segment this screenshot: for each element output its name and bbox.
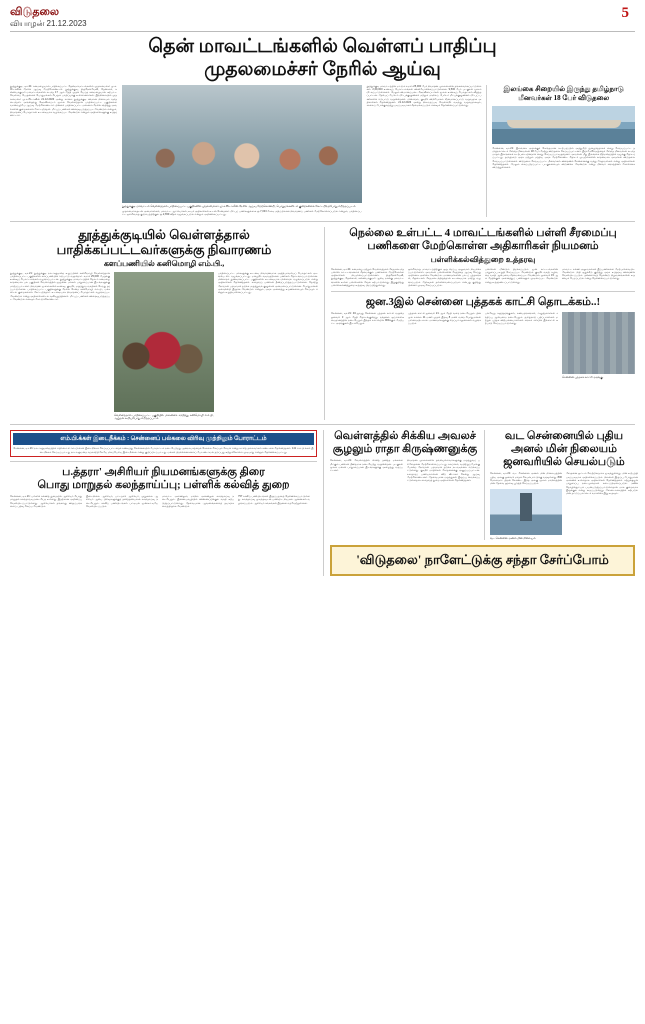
tuticorin-subhead: களப்பணியில் கனிமொழி எம்.பி., <box>103 258 225 268</box>
story-tuticorin-relief <box>10 227 318 421</box>
flood-column-2-text: நிவாரண முகாம்களில் தங்கியுள்ளவர்களுக்கு மருத்துவப் பரிசோதனை மேற்கொள்ளப்பட்டது. காய்ச்சல், வயிற்றுப்போக்கு போன்ற நோய்கள் பரவாமல் தடுக்க நடவடிக்கை எடுக்கப்பட்டுள்ளது. குடிநீர் மாதிரிகள் சோதனைக்கு அனுப்பப்பட்டன. சுகாதாரப் பணியாளர்கள் வீடு வீடாகச் சென்று ஆய்வு மேற்கொண்டனர். தேவையான மருந்துகள் இருப்பு வைக்கப்பட்டுள்ளதாக சுகாதாரத் துறை அதிகாரிகள் தெரிவித்தனர். <box>407 459 480 483</box>
lead-photo-cm-visit <box>122 85 362 203</box>
flood-columns <box>330 459 480 482</box>
tuticorin-columns <box>10 272 318 421</box>
divider-3 <box>10 424 635 425</box>
flood-headline-line1: வெள்ளத்தில் சிக்கிய அவலச் <box>334 430 476 443</box>
right-lower-columns <box>330 430 638 540</box>
teachers-column-4-text: 757 காலிப் பணியிடங்கள் இருப்பதாகத் தெரிவிக்கப்பட்டுள்ளது. கலந்தாய்வு முடிந்தவுடன் பணியிட நியமன ஆணைகள் வழங்கப்படும். ஆசிரியர் சங்கங்கள் இதனை வரவேற்றுள்ளன. <box>238 495 310 505</box>
schools-column-2 <box>408 268 481 288</box>
lead-columns <box>10 85 635 217</box>
bookfair-column-2-text: புத்தகக் காட்சி ஜனவரி 21 ஆம் தேதி வரை நடைபெறும். தினமும் காலை 11 மணி முதல் இரவு 8 மணி வரை பொதுமக்கள் பார்வையிடலாம். மாணவர்களுக்கு சிறப்புச் சலுகைகள் வழங்கப்படும். <box>408 312 481 326</box>
lead-column-3 <box>367 85 482 217</box>
bookfair-photo-wrap <box>562 312 635 379</box>
tuticorin-column-1 <box>10 272 110 421</box>
left-lower-band <box>10 430 317 576</box>
box-mp-suspension <box>10 430 317 457</box>
lead-photo-caption: தூத்துக்குடி மாவட்டம் வெள்ளத்தால் பாதிக்கப்பட்ட பகுதிகளில் முதலமைச்சர் மு.க.ஸ்டாலின் நேரில் ஆய்வு மேற்கொண்டு, பொதுமக்களிடம் குறைகளைக் கேட்டறிந்தபோது எடுத்தப்படம். <box>121 203 356 208</box>
sidebar-text: சென்னை, டிச.21: இலங்கை அரசுக்குச் சொந்தமான கடற்பரப்பில் அத்துமீறி நுழைந்ததாகக் கைது செய்யப்பட்ட தமிழ்நாட்டைச் சேர்ந்த மீனவர்கள் 18 பேர் நேற்று விடுதலை செய்யப்பட்டனர். இராமேஸ்வரத்தைச் சேர்ந்த மீனவர்கள் கடந்த மாதம் இலங்கைக் கடற்படையினரால் கைது செய்யப்பட்டிருந்தனர். அவர்கள் மீது இலங்கை நீதிமன்றத்தில் வழக்கு தொடரப்பட்டது. தமிழ்நாடு அரசு மற்றும் மத்திய அரசு மேற்கொண்ட தொடர் முயற்சிகளின் காரணமாக அவர்கள் விடுதலை செய்யப்பட்டுள்ளனர். விடுதலை செய்யப்பட்ட மீனவர்கள் விரைவில் சென்னைக்கு வந்து சேருவார்கள் என்று அதிகாரிகள் தெரிவித்தனர். மேலும் கைப்பற்றப்பட்ட படகுகளையும் விடுவிக்க வேண்டும் என்று மீனவர் சங்கத்தினர் கோரிக்கை விடுத்துள்ளனர். <box>492 146 635 170</box>
tuticorin-column-1-text: தூத்துக்குடி, டிச.21: தூத்துக்குடி நாடாளுமன்ற உறுப்பினர் கனிமொழி வெள்ளத்தால் பாதிக்கப்பட்ட பகுதிகளில் களப்பணியில் ஈடுபட்டு வருகிறார். சுமார் 25,000 பேருக்கு உணவுப் பொட்டலங்கள் வழங்கப்பட்டன. தூத்துக்குடி மாவட்டத்தில் தொடர் கனமழை காரணமாக பல பகுதிகள் வெள்ளத்தில் மூழ்கின. மக்கள் பாதுகாப்பான இடங்களுக்கு மாற்றப்பட்டனர். நிவாரண முகாம்களில் உணவு, குடிநீர், மருத்துவ வசதிகள் செய்து தரப்பட்டுள்ளன. பாதிக்கப்பட்ட பகுதிகளுக்கு நேரில் சென்ற கனிமொழி எம்.பி., மக்களிடம் குறைகளைக் கேட்டறிந்தார். உடனடியாக நிவாரணப் பொருட்கள் வழங்கப்பட வேண்டும் என்று அதிகாரிகளிடம் வலியுறுத்தினார். மீட்புப் பணிகள் விரைவுபடுத்தப்பட வேண்டும் எனவும் கேட்டுக்கொண்டார். <box>10 271 110 301</box>
teachers-column-3-text: மாவட்ட அளவிலும், மாநில அளவிலும் கலந்தாய்வு நடைபெறும். இணையவழியில் விண்ணப்பிக்கும் வசதி ஏற்படுத்தப்பட்டுள்ளது. தேவையான ஆவணங்களைத் தயாராக வைத்திருக்க வேண்டும். <box>162 495 234 508</box>
second-band <box>10 227 635 421</box>
schools-column-1-text: சென்னை, டிச.21: கனமழை மற்றும் வெள்ளத்தால் சேதமடைந்த பள்ளிக் கட்டடங்களைச் சீரமைக்கும் பணிகளை மேற்கொள்ள அதிகாரிகள் நியமிக்கப்பட்டுள்ளனர். திருநெல்வேலி, தூத்துக்குடி, தென்காசி, கன்னியாகுமரி ஆகிய நான்கு மாவட்டங்களில் உள்ள பள்ளிகளில் சேதம் ஏற்பட்டுள்ளது. இதுகுறித்து பள்ளிக்கல்வித்துறை உத்தரவு பிறப்பித்துள்ளது. <box>331 267 404 288</box>
power-column-2 <box>566 472 638 540</box>
bookfair-column-3 <box>485 312 558 379</box>
schools-column-3 <box>485 268 558 288</box>
box-blue-bar: எம்.பி.க்கள் இடைநீக்கம் : சென்னைப் பல்கலை விரிவு முற்றிலும் போராட்டம் <box>13 433 314 445</box>
divider-4 <box>10 461 317 462</box>
masthead-left <box>10 6 87 29</box>
bookfair-headline: ஜன.3இல் சென்னை புத்தகக் காட்சி தொடக்கம்..! <box>365 296 601 309</box>
bookfair-photo-caption: சென்னை புத்தகக் காட்சி அரங்கு. <box>562 375 604 380</box>
teachers-column-3 <box>162 495 234 508</box>
third-band <box>10 430 638 576</box>
lead-headline-line2: முதலமைச்சர் நேரில் ஆய்வு <box>204 58 441 80</box>
schools-headline-line2: பணிகளை மேற்கொள்ள அதிகாரிகள் நியமனம் <box>367 239 599 252</box>
lead-column-1-text: தூத்துக்குடி, டிச.21: கனமழையால் பாதிக்கப்பட்ட தென்மாவட்டங்களில் முதலமைச்சர் மு.க.ஸ்டாலின் நேரில் ஆய்வு மேற்கொண்டார். தூத்துக்குடி, திருநெல்வேலி, தென்காசி, கன்னியாகுமரி மாவட்டங்களில் கடந்த 17 ஆம் தேதி முதல் பெய்த கனமழையால் ஏற்பட்ட வெள்ளப் பெருக்கால் பொதுமக்கள் பெரும் பாதிப்புக்கு உள்ளானார்கள். இந்நிலையில் முதலமைச்சர் மு.க.ஸ்டாலின் 21.12.2023 அன்று காலை தூத்துக்குடி விமான நிலையம் வந்தடைந்தார். அங்கிருந்து ஹெலிகாப்டர் மூலம் வெள்ளத்தால் பாதிக்கப்பட்ட பகுதிகளை வான்வழியே ஆய்வு மேற்கொண்டார். பின்னர் பாதிக்கப்பட்ட மக்களை நேரில் சந்தித்து அவர்களின் குறைகளைக் கேட்டறிந்தார். மீட்புப் பணிகள் விரைவுபடுத்தப்பட வேண்டும் என்றும், நிவாரணப் பொருட்கள் உடனடியாக வழங்கப்பட வேண்டும் என்றும் அதிகாரிகளுக்கு உத்தரவிட்டார். <box>10 84 117 118</box>
schools-headline-line1: நெல்லை உள்பட்ட 4 மாவட்டங்களில் பள்ளி சீரமைப்பு <box>349 226 617 239</box>
schools-column-4-text: மாவட்ட கல்வி அலுவலர்கள் இப்பணிகளை மேற்பார்வையிட வேண்டும். நிதி ஒதுக்கீடு குறித்து அரசு உத்தரவு விரைவில் வெளியிடப்படும். தன்னார்வத் தொண்டு நிறுவனங்களின் உதவியும் பெறப்படும் என்று தெரிவிக்கப்பட்டுள்ளது. <box>562 267 635 281</box>
schools-subhead: பள்ளிக்கல்வித்துறை உத்தரவு <box>430 254 536 264</box>
tuticorin-column-3-text: பாதிக்கப்பட்ட மக்களுக்கு உடனடி நிவாரணமாக அத்தியாவசியப் பொருட்கள் அடங்கிய கிட் வழங்கப்பட்டது. மழைநீர் வடிவதற்கான பணிகள் தொடங்கப்பட்டுள்ளன. மின்சாரம் துண்டிக்கப்பட்ட பகுதிகளில் உடனடியாக மின்சாரம் வழங்கப்படும் என்று அதிகாரிகள் தெரிவித்தனர். சுகாதாரப் பணிகள் தீவிரப்படுத்தப்பட்டுள்ளன. தொற்று நோய்கள் பரவாமல் தடுக்க மருத்துவக் குழுக்கள் அமைக்கப்பட்டுள்ளன. பொதுமக்கள் அச்சமின்றி இருக்க வேண்டும் என்றும், அரசு அனைத்து உதவிகளையும் செய்யும் என்றும் உறுதியளிக்கப்பட்டது. <box>218 271 318 295</box>
schools-column-2-text: ஒவ்வொரு மாவட்டத்திற்கும் ஒரு சிறப்பு அலுவலர் நியமிக்கப்பட்டுள்ளார். அவர்கள் பள்ளிகளின் சேதத்தை ஆய்வு செய்து அறிக்கை அளிக்க வேண்டும். மாணவர்களின் பாடப் புத்தகங்கள், சீருடைகள் சேதமடைந்திருந்தால் உடனடியாக மாற்று வழங்கப்படும். தேர்வுகள் தள்ளிவைக்கப்படுமா என்பது குறித்து பின்னர் முடிவு செய்யப்படும். <box>408 267 481 288</box>
power-headline-line2: ஜனவரியில் செயல்படும் <box>503 456 625 469</box>
lead-column-1 <box>10 85 117 217</box>
teachers-headline-line2: பொது மாறுதல் கலந்தாய்ப்பு; பள்ளிக் கல்வித் துறை <box>37 479 290 491</box>
flood-column-1-text: சென்னை, டிச.21: வெள்ளத்தில் சிக்கித் தவித்த மக்களை மீட்கும் பணிகள் தீவிரமாக நடைபெற்று வருகின்றன. படகுகள் மூலம் மக்கள் பாதுகாப்பான இடங்களுக்கு அழைத்து வரப்பட்டனர். <box>330 459 403 473</box>
schools-columns <box>331 268 635 288</box>
power-column-1 <box>490 472 562 540</box>
lead-story <box>10 36 635 217</box>
lead-column-2 <box>122 85 362 217</box>
masthead <box>10 6 635 32</box>
story-school-repair <box>331 227 635 288</box>
schools-column-3-text: பள்ளிகள் மீண்டும் திறக்கப்படும் முன் கட்டடங்களின் பாதுகாப்பு உறுதி செய்யப்பட வேண்டும். குடிநீர் வசதி, கழிவறை வசதி ஆகியவை சீரமைக்கப்பட வேண்டும். ஜனவரி 15 ஆம் தேதிக்குள் அனைத்துப் பணிகளும் முடிக்கப்பட வேண்டும் என்று உத்தரவிடப்பட்டுள்ளது. <box>485 267 558 284</box>
lead-column-3-text: தூத்துக்குடி மாவட்டத்தில் மட்டும் சுமார் 25,000 பேர் நிவாரண முகாம்களில் தங்கவைக்கப்பட்டுள்ளனர். 2,69,000 உணவுப் பொட்டலங்கள் வினியோகிக்கப்பட்டுள்ளன. 9,500 பேர் படகுகள் மூலம் மீட்கப்பட்டுள்ளனர். மேலும் விமானப்படை ஹெலிகாப்டர்கள் மூலம் உணவுப் பொருட்கள் வீழ்த்தப்பட்டன. தேசியப் பேரிடர் மீட்புக்குழுவினர் மற்றும் மாநிலப் பேரிடர் மீட்புக்குழுவினர் மீட்புப் பணிகளில் ஈடுபட்டு வருகின்றனர். மின்சாரம், குடிநீர் விநியோகம் சீரமைக்கப்பட்டு வருவதாக அதிகாரிகள் தெரிவித்தனர். 21.12.2023 அன்று நிலவரப்படி வெள்ளநீர் வடிந்து வருவதாகவும், சாலைப் போக்குவரத்து படிப்படியாகச் சீரமைக்கப்படும் எனவும் தெரிவிக்கப்பட்டுள்ளது. <box>366 84 482 108</box>
subscription-banner[interactable]: 'விடுதலை' நாளேட்டுக்கு சந்தா சேர்ப்போம் <box>330 545 635 576</box>
bookfair-column-2 <box>408 312 481 379</box>
teachers-headline-line1: ப.த்தரா' அசிரியர் நியமனங்களுக்கு திரை <box>62 466 265 478</box>
tuticorin-photo-kanimozhi <box>114 272 214 412</box>
story-book-fair <box>331 296 635 379</box>
story-flood-rescue <box>330 430 480 540</box>
page-number: 5 <box>621 5 629 21</box>
teachers-column-1-text: சென்னை, டிச.21: பள்ளிக் கல்வித் துறையில் ஆசிரியர் பொது மாறுதல் கலந்தாய்வு நடைபெற உள்ளது. இதற்கான அறிவிப்பு வெளியிடப்பட்டுள்ளது. ஆசிரியர்கள் தங்களது விருப்பங்களைப் பதிவு செய்ய வேண்டும். <box>10 495 82 508</box>
lead-headline-line1: தென் மாவட்டங்களில் வெள்ளப் பாதிப்பு <box>148 36 497 57</box>
power-column-1-text: சென்னை, டிச.21: வட சென்னை அனல் மின் நிலையத்தின் புதிய அலகு ஜனவரி மாதம் செயல்பாட்டுக்கு வரவுள்ளது. 800 மெகாவாட் திறன் கொண்ட இந்த அலகு மூலம் மாநிலத்தின் மின் தேவை ஓரளவு பூர்த்தி செய்யப்படும். <box>490 472 562 486</box>
story-power-plant <box>484 430 638 540</box>
power-columns <box>490 472 638 540</box>
paper-date: வியாழன் 21.12.2023 <box>10 19 87 28</box>
schools-column-1 <box>331 268 404 288</box>
teachers-column-4 <box>238 495 310 508</box>
tuticorin-column-3 <box>218 272 318 421</box>
tuticorin-column-2 <box>114 272 214 421</box>
flood-column-1 <box>330 459 403 482</box>
box-text: சென்னை, டிச.21: நாடாளுமன்றத்தில் எதிர்க்கட்சி எம்.பி.க்கள் இடைநீக்கம் செய்யப்பட்டதைக் கண்டித்து சென்னையில் போராட்டம் நடைபெற்றது. ஜனநாயகத்தைக் கொலை செய்யும் செயல் என்று கட்சித் தலைவர்கள் கண்டனம் தெரிவித்தனர். 141 எம்.பி.க்கள் இடைநீக்கம் செய்யப்பட்டது நாடாளுமன்ற வரலாற்றிலேயே மிகப்பெரிய இடைநீக்கம் என்று குறிப்பிடப்பட்டது. மக்கள் பிரச்சினைகளைப் பேச விடாமல் தடுப்பது ஏற்றுக்கொள்ள முடியாது என்றும் தெரிவிக்கப்பட்டது. <box>13 447 314 454</box>
sidebar-photo-boat <box>492 106 635 144</box>
power-photo-plant <box>490 489 562 535</box>
bookfair-column-3-text: பல்வேறு கருத்தரங்குகள், கவியரங்கங்கள், எழுத்தாளர்கள் சந்திப்பு ஆகியவை நடைபெறும். தமிழ்நாடு பதிப்பாளர்கள் மற்றும் புத்தக விற்பனையாளர்கள் சங்கம் சார்பில் இக்காட்சி ஏற்பாடு செய்யப்பட்டுள்ளது. <box>485 312 558 326</box>
tuticorin-headline-line2: பாதிக்கப்பட்டவர்களுக்கு நிவாரணம் <box>56 241 272 257</box>
sidebar-fishermen-release <box>486 85 635 217</box>
divider-1 <box>10 221 635 222</box>
tuticorin-headline-line1: தூத்துக்குடியில் வெள்ளத்தால் <box>78 226 250 242</box>
power-photo-caption: வட சென்னை அனல் மின் நிலையம். <box>490 535 537 540</box>
tuticorin-photo-caption: வெள்ளத்தால் பாதிக்கப்பட்ட பகுதியில் மக்களைச் சந்தித்து கனிமொழி எம்.பி., ஆறுதல் கூறியபோது எடுத்தப்படம். <box>114 412 214 420</box>
bookfair-column-1-text: சென்னை, டிச.21: 46ஆவது சென்னை புத்தகக் காட்சி வருகிற ஜனவரி 3 ஆம் தேதி தொடங்குகிறது. நந்தனம் ஒய்எம்சிஏ மைதானத்தில் நடைபெறும் இந்தக் காட்சியில் 900க்கும் மேற்பட்ட அரங்குகள் இடம்பெறும். <box>331 312 404 326</box>
sidebar-headline: இலங்கை சிறையில் இருந்து தமிழ்நாடு மீனவர்கள் 18 பேர் விடுதலை <box>503 84 624 102</box>
paper-name: விடுதலை <box>10 6 60 18</box>
bookfair-photo <box>562 312 635 374</box>
flood-column-2 <box>407 459 480 482</box>
bookfair-columns <box>331 312 635 379</box>
lead-headline <box>10 36 635 82</box>
power-headline-line1: வட சென்னையில் புதிய அனல் மின் நிலையம் <box>504 430 624 456</box>
story-teacher-transfer <box>10 466 317 508</box>
teachers-column-2-text: இடைநிலை ஆசிரியர், பட்டதாரி ஆசிரியர், முதுகலை ஆசிரியர் ஆகிய பிரிவுகளுக்குத் தனித்தனியாகக் கலந்தாய்வு நடைபெறும். காலிப் பணியிடங்கள் பட்டியல் முன்கூட்டியே வெளியிடப்படும். <box>86 495 158 508</box>
schools-column-4 <box>562 268 635 288</box>
divider-2 <box>331 291 635 292</box>
teachers-column-2 <box>86 495 158 508</box>
bookfair-column-1 <box>331 312 404 379</box>
right-lower-band <box>323 430 638 576</box>
teachers-column-1 <box>10 495 82 508</box>
flood-headline-line2: சூழலும் ராதா கிருஷ்ணனுக்கு <box>332 443 478 456</box>
teachers-columns <box>10 495 317 508</box>
right-band <box>324 227 635 421</box>
power-column-2-text: சோதனை ஓட்டம் வெற்றிகரமாக முடிந்துள்ளது. மின் உற்பத்தி படிப்படியாக அதிகரிக்கப்படும். நிலக்கரி இருப்பு போதுமான அளவில் உள்ளதாக அதிகாரிகள் தெரிவித்தனர். சுற்றுச்சூழல் பாதுகாப்பு நடைமுறைகள் கடைப்பிடிக்கப்படும். நவீன தொழில்நுட்பம் பயன்படுத்தப்பட்டுள்ளதால் மாசு குறைவாக இருக்கும் என்று கூறப்படுகிறது. கோடைகாலத்தில் ஏற்படும் மின் தட்டுப்பாட்டைச் சமாளிக்க இது உதவும். <box>566 472 638 496</box>
lead-column-2-text: முதலமைச்சருடன் அமைச்சர்கள், மாவட்ட ஆட்சியர்கள், உயர் அதிகாரிகள் உடன் சென்றனர். மீட்புப் பணிகளுக்காக ரூ.7,033 கோடி மதிப்பிலான நிவாரணப் பணிகள் மேற்கொள்ளப்படும் என்றும், பாதிக்கப்பட்ட ஒவ்வொரு குடும்பத்திற்கும் ரூ.2,659 வீதம் வழங்கப்படும் என்றும் அறிவிக்கப்பட்டது. <box>121 210 362 217</box>
